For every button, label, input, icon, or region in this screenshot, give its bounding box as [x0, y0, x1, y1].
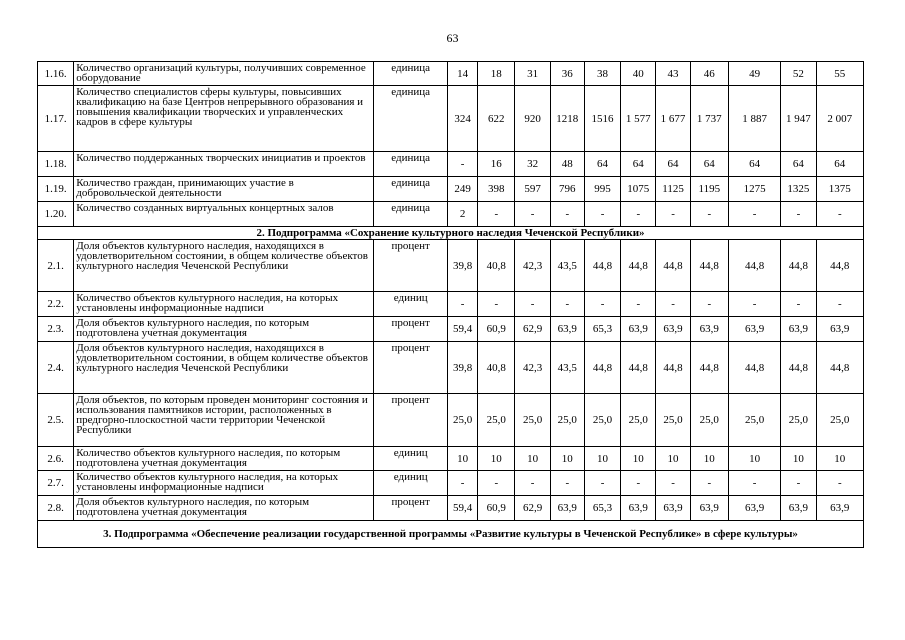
table-row [38, 447, 864, 471]
value-cell: 60,9 [478, 317, 515, 342]
row-number: 2.2. [38, 292, 74, 317]
value-cell: 63,9 [550, 317, 584, 342]
value-cell: - [584, 471, 620, 496]
value-cell: 43,5 [550, 240, 584, 292]
indicator-name: Доля объектов культурного наследия, находящихся в удовлетворительном состоянии, в общем количестве объектов культурного наследия Чеченской Республики [74, 240, 374, 292]
value-cell: 49 [728, 62, 780, 86]
value-cell: 63,9 [656, 317, 690, 342]
value-cell: 32 [515, 152, 550, 177]
table-row [38, 202, 864, 227]
indicator-name: Доля объектов, по которым проведен мониторинг состояния и использования памятников истории, расположенных в предгорно-плоскостной части территории Чеченской Республики [74, 394, 374, 447]
value-cell: 63,9 [728, 317, 780, 342]
value-cell: 1 577 [621, 86, 656, 152]
value-cell: 44,8 [816, 342, 863, 394]
value-cell: - [550, 202, 584, 227]
table-row [38, 86, 864, 152]
table-row [38, 62, 864, 86]
table-row [38, 342, 864, 394]
unit-cell: процент [374, 317, 448, 342]
value-cell: 796 [550, 177, 584, 202]
row-number: 1.18. [38, 152, 74, 177]
table-row [38, 152, 864, 177]
value-cell: 44,8 [781, 240, 816, 292]
value-cell: 1 677 [656, 86, 690, 152]
value-cell: 10 [816, 447, 863, 471]
value-cell: 1375 [816, 177, 863, 202]
value-cell: 324 [447, 86, 477, 152]
value-cell: - [690, 292, 728, 317]
value-cell: - [478, 202, 515, 227]
value-cell: - [515, 202, 550, 227]
indicator-name: Количество поддержанных творческих инициатив и проектов [74, 152, 374, 177]
indicator-name: Доля объектов культурного наследия, по которым подготовлена учетная документация [74, 317, 374, 342]
value-cell: 59,4 [447, 496, 477, 521]
value-cell: - [728, 202, 780, 227]
value-cell: 63,9 [656, 496, 690, 521]
value-cell: 39,8 [447, 342, 477, 394]
value-cell: 64 [690, 152, 728, 177]
indicator-name: Количество объектов культурного наследия, по которым подготовлена учетная документация [74, 447, 374, 471]
value-cell: 44,8 [816, 240, 863, 292]
value-cell: - [656, 292, 690, 317]
row-number: 1.19. [38, 177, 74, 202]
value-cell: 25,0 [447, 394, 477, 447]
row-number: 2.1. [38, 240, 74, 292]
indicator-name: Количество организаций культуры, получивших современное оборудование [74, 62, 374, 86]
value-cell: 63,9 [816, 317, 863, 342]
value-cell: - [816, 202, 863, 227]
value-cell: 40,8 [478, 240, 515, 292]
unit-cell: процент [374, 394, 448, 447]
value-cell: - [515, 292, 550, 317]
value-cell: 1218 [550, 86, 584, 152]
value-cell: - [621, 471, 656, 496]
table-row [38, 292, 864, 317]
value-cell: 40 [621, 62, 656, 86]
value-cell: 64 [621, 152, 656, 177]
value-cell: - [621, 292, 656, 317]
value-cell: 63,9 [621, 496, 656, 521]
value-cell: - [690, 471, 728, 496]
table-row [38, 317, 864, 342]
value-cell: - [690, 202, 728, 227]
value-cell: 920 [515, 86, 550, 152]
value-cell: 43 [656, 62, 690, 86]
value-cell: 59,4 [447, 317, 477, 342]
value-cell: 65,3 [584, 317, 620, 342]
value-cell: 40,8 [478, 342, 515, 394]
value-cell: - [478, 292, 515, 317]
indicator-name: Количество объектов культурного наследия, на которых установлены информационные надписи [74, 292, 374, 317]
unit-cell: процент [374, 496, 448, 521]
value-cell: 249 [447, 177, 477, 202]
value-cell: 10 [690, 447, 728, 471]
value-cell: 1 887 [728, 86, 780, 152]
table-row [38, 394, 864, 447]
page-number: 63 [446, 31, 459, 45]
value-cell: 64 [816, 152, 863, 177]
value-cell: 31 [515, 62, 550, 86]
value-cell: - [447, 471, 477, 496]
value-cell: 25,0 [690, 394, 728, 447]
value-cell: 36 [550, 62, 584, 86]
value-cell: 63,9 [690, 496, 728, 521]
value-cell: 25,0 [656, 394, 690, 447]
value-cell: 1 737 [690, 86, 728, 152]
unit-cell: единица [374, 62, 448, 86]
value-cell: 38 [584, 62, 620, 86]
value-cell: 39,8 [447, 240, 477, 292]
value-cell: 44,8 [728, 240, 780, 292]
value-cell: 10 [584, 447, 620, 471]
value-cell: 25,0 [781, 394, 816, 447]
value-cell: 1516 [584, 86, 620, 152]
value-cell: - [584, 202, 620, 227]
value-cell: 25,0 [515, 394, 550, 447]
value-cell: - [816, 471, 863, 496]
unit-cell: единиц [374, 447, 448, 471]
value-cell: - [656, 202, 690, 227]
unit-cell: единиц [374, 292, 448, 317]
table-row [38, 177, 864, 202]
value-cell: 43,5 [550, 342, 584, 394]
unit-cell: процент [374, 240, 448, 292]
value-cell: 10 [447, 447, 477, 471]
row-number: 2.4. [38, 342, 74, 394]
value-cell: 42,3 [515, 342, 550, 394]
value-cell: 14 [447, 62, 477, 86]
row-number: 1.17. [38, 86, 74, 152]
value-cell: 44,8 [656, 240, 690, 292]
value-cell: 10 [550, 447, 584, 471]
unit-cell: единиц [374, 471, 448, 496]
value-cell: 10 [728, 447, 780, 471]
value-cell: 1275 [728, 177, 780, 202]
value-cell: 25,0 [621, 394, 656, 447]
value-cell: - [447, 292, 477, 317]
indicator-name: Количество специалистов сферы культуры, повысивших квалификацию на базе Центров непрерывного образования и повышения квалификации творческих и управленческих кадров в сфере культуры [74, 86, 374, 152]
section-title: 3. Подпрограмма «Обеспечение реализации государственной программы «Развитие культуры в Чеченской Республике» в сфере культуры» [38, 521, 864, 548]
row-number: 2.5. [38, 394, 74, 447]
value-cell: 44,8 [690, 240, 728, 292]
value-cell: 64 [656, 152, 690, 177]
value-cell: 52 [781, 62, 816, 86]
value-cell: 44,8 [621, 342, 656, 394]
value-cell: - [728, 471, 780, 496]
value-cell: 1075 [621, 177, 656, 202]
value-cell: 63,9 [690, 317, 728, 342]
indicator-name: Доля объектов культурного наследия, находящихся в удовлетворительном состоянии, в общем количестве объектов культурного наследия Чеченской Республики [74, 342, 374, 394]
value-cell: - [656, 471, 690, 496]
value-cell: 44,8 [781, 342, 816, 394]
value-cell: - [550, 292, 584, 317]
value-cell: 64 [781, 152, 816, 177]
value-cell: - [447, 152, 477, 177]
value-cell: 1 947 [781, 86, 816, 152]
value-cell: 63,9 [550, 496, 584, 521]
value-cell: 62,9 [515, 317, 550, 342]
value-cell: 10 [621, 447, 656, 471]
value-cell: 2 007 [816, 86, 863, 152]
value-cell: 25,0 [728, 394, 780, 447]
value-cell: - [550, 471, 584, 496]
value-cell: 48 [550, 152, 584, 177]
unit-cell: единица [374, 86, 448, 152]
value-cell: 10 [478, 447, 515, 471]
value-cell: 44,8 [584, 342, 620, 394]
section-title: 2. Подпрограмма «Сохранение культурного наследия Чеченской Республики» [38, 227, 864, 240]
value-cell: - [728, 292, 780, 317]
value-cell: 65,3 [584, 496, 620, 521]
value-cell: 10 [781, 447, 816, 471]
indicator-name: Количество граждан, принимающих участие в добровольческой деятельности [74, 177, 374, 202]
value-cell: 44,8 [656, 342, 690, 394]
value-cell: 63,9 [781, 317, 816, 342]
value-cell: 622 [478, 86, 515, 152]
value-cell: 597 [515, 177, 550, 202]
row-number: 1.20. [38, 202, 74, 227]
table-row [38, 496, 864, 521]
value-cell: 44,8 [728, 342, 780, 394]
value-cell: - [584, 292, 620, 317]
value-cell: 398 [478, 177, 515, 202]
value-cell: 18 [478, 62, 515, 86]
indicator-name: Количество объектов культурного наследия, на которых установлены информационные надписи [74, 471, 374, 496]
value-cell: 46 [690, 62, 728, 86]
value-cell: 64 [728, 152, 780, 177]
value-cell: 16 [478, 152, 515, 177]
row-number: 1.16. [38, 62, 74, 86]
unit-cell: процент [374, 342, 448, 394]
value-cell: 44,8 [690, 342, 728, 394]
value-cell: 63,9 [781, 496, 816, 521]
indicator-name: Количество созданных виртуальных концертных залов [74, 202, 374, 227]
value-cell: 10 [656, 447, 690, 471]
row-number: 2.3. [38, 317, 74, 342]
unit-cell: единица [374, 152, 448, 177]
value-cell: 44,8 [584, 240, 620, 292]
section-header-row [38, 227, 864, 240]
value-cell: 60,9 [478, 496, 515, 521]
value-cell: 42,3 [515, 240, 550, 292]
section-header-row [38, 521, 864, 548]
value-cell: 1125 [656, 177, 690, 202]
value-cell: 55 [816, 62, 863, 86]
value-cell: - [621, 202, 656, 227]
value-cell: 10 [515, 447, 550, 471]
unit-cell: единица [374, 177, 448, 202]
indicators-table [37, 61, 864, 548]
value-cell: 25,0 [550, 394, 584, 447]
value-cell: - [478, 471, 515, 496]
value-cell: 25,0 [584, 394, 620, 447]
row-number: 2.7. [38, 471, 74, 496]
value-cell: 63,9 [816, 496, 863, 521]
value-cell: 25,0 [816, 394, 863, 447]
table-row [38, 240, 864, 292]
value-cell: 995 [584, 177, 620, 202]
value-cell: - [781, 292, 816, 317]
value-cell: - [781, 471, 816, 496]
value-cell: - [781, 202, 816, 227]
value-cell: 1325 [781, 177, 816, 202]
value-cell: 63,9 [621, 317, 656, 342]
row-number: 2.8. [38, 496, 74, 521]
value-cell: - [816, 292, 863, 317]
table-row [38, 471, 864, 496]
value-cell: 2 [447, 202, 477, 227]
value-cell: 64 [584, 152, 620, 177]
value-cell: - [515, 471, 550, 496]
value-cell: 44,8 [621, 240, 656, 292]
row-number: 2.6. [38, 447, 74, 471]
unit-cell: единица [374, 202, 448, 227]
value-cell: 63,9 [728, 496, 780, 521]
value-cell: 25,0 [478, 394, 515, 447]
indicator-name: Доля объектов культурного наследия, по которым подготовлена учетная документация [74, 496, 374, 521]
value-cell: 1195 [690, 177, 728, 202]
value-cell: 62,9 [515, 496, 550, 521]
